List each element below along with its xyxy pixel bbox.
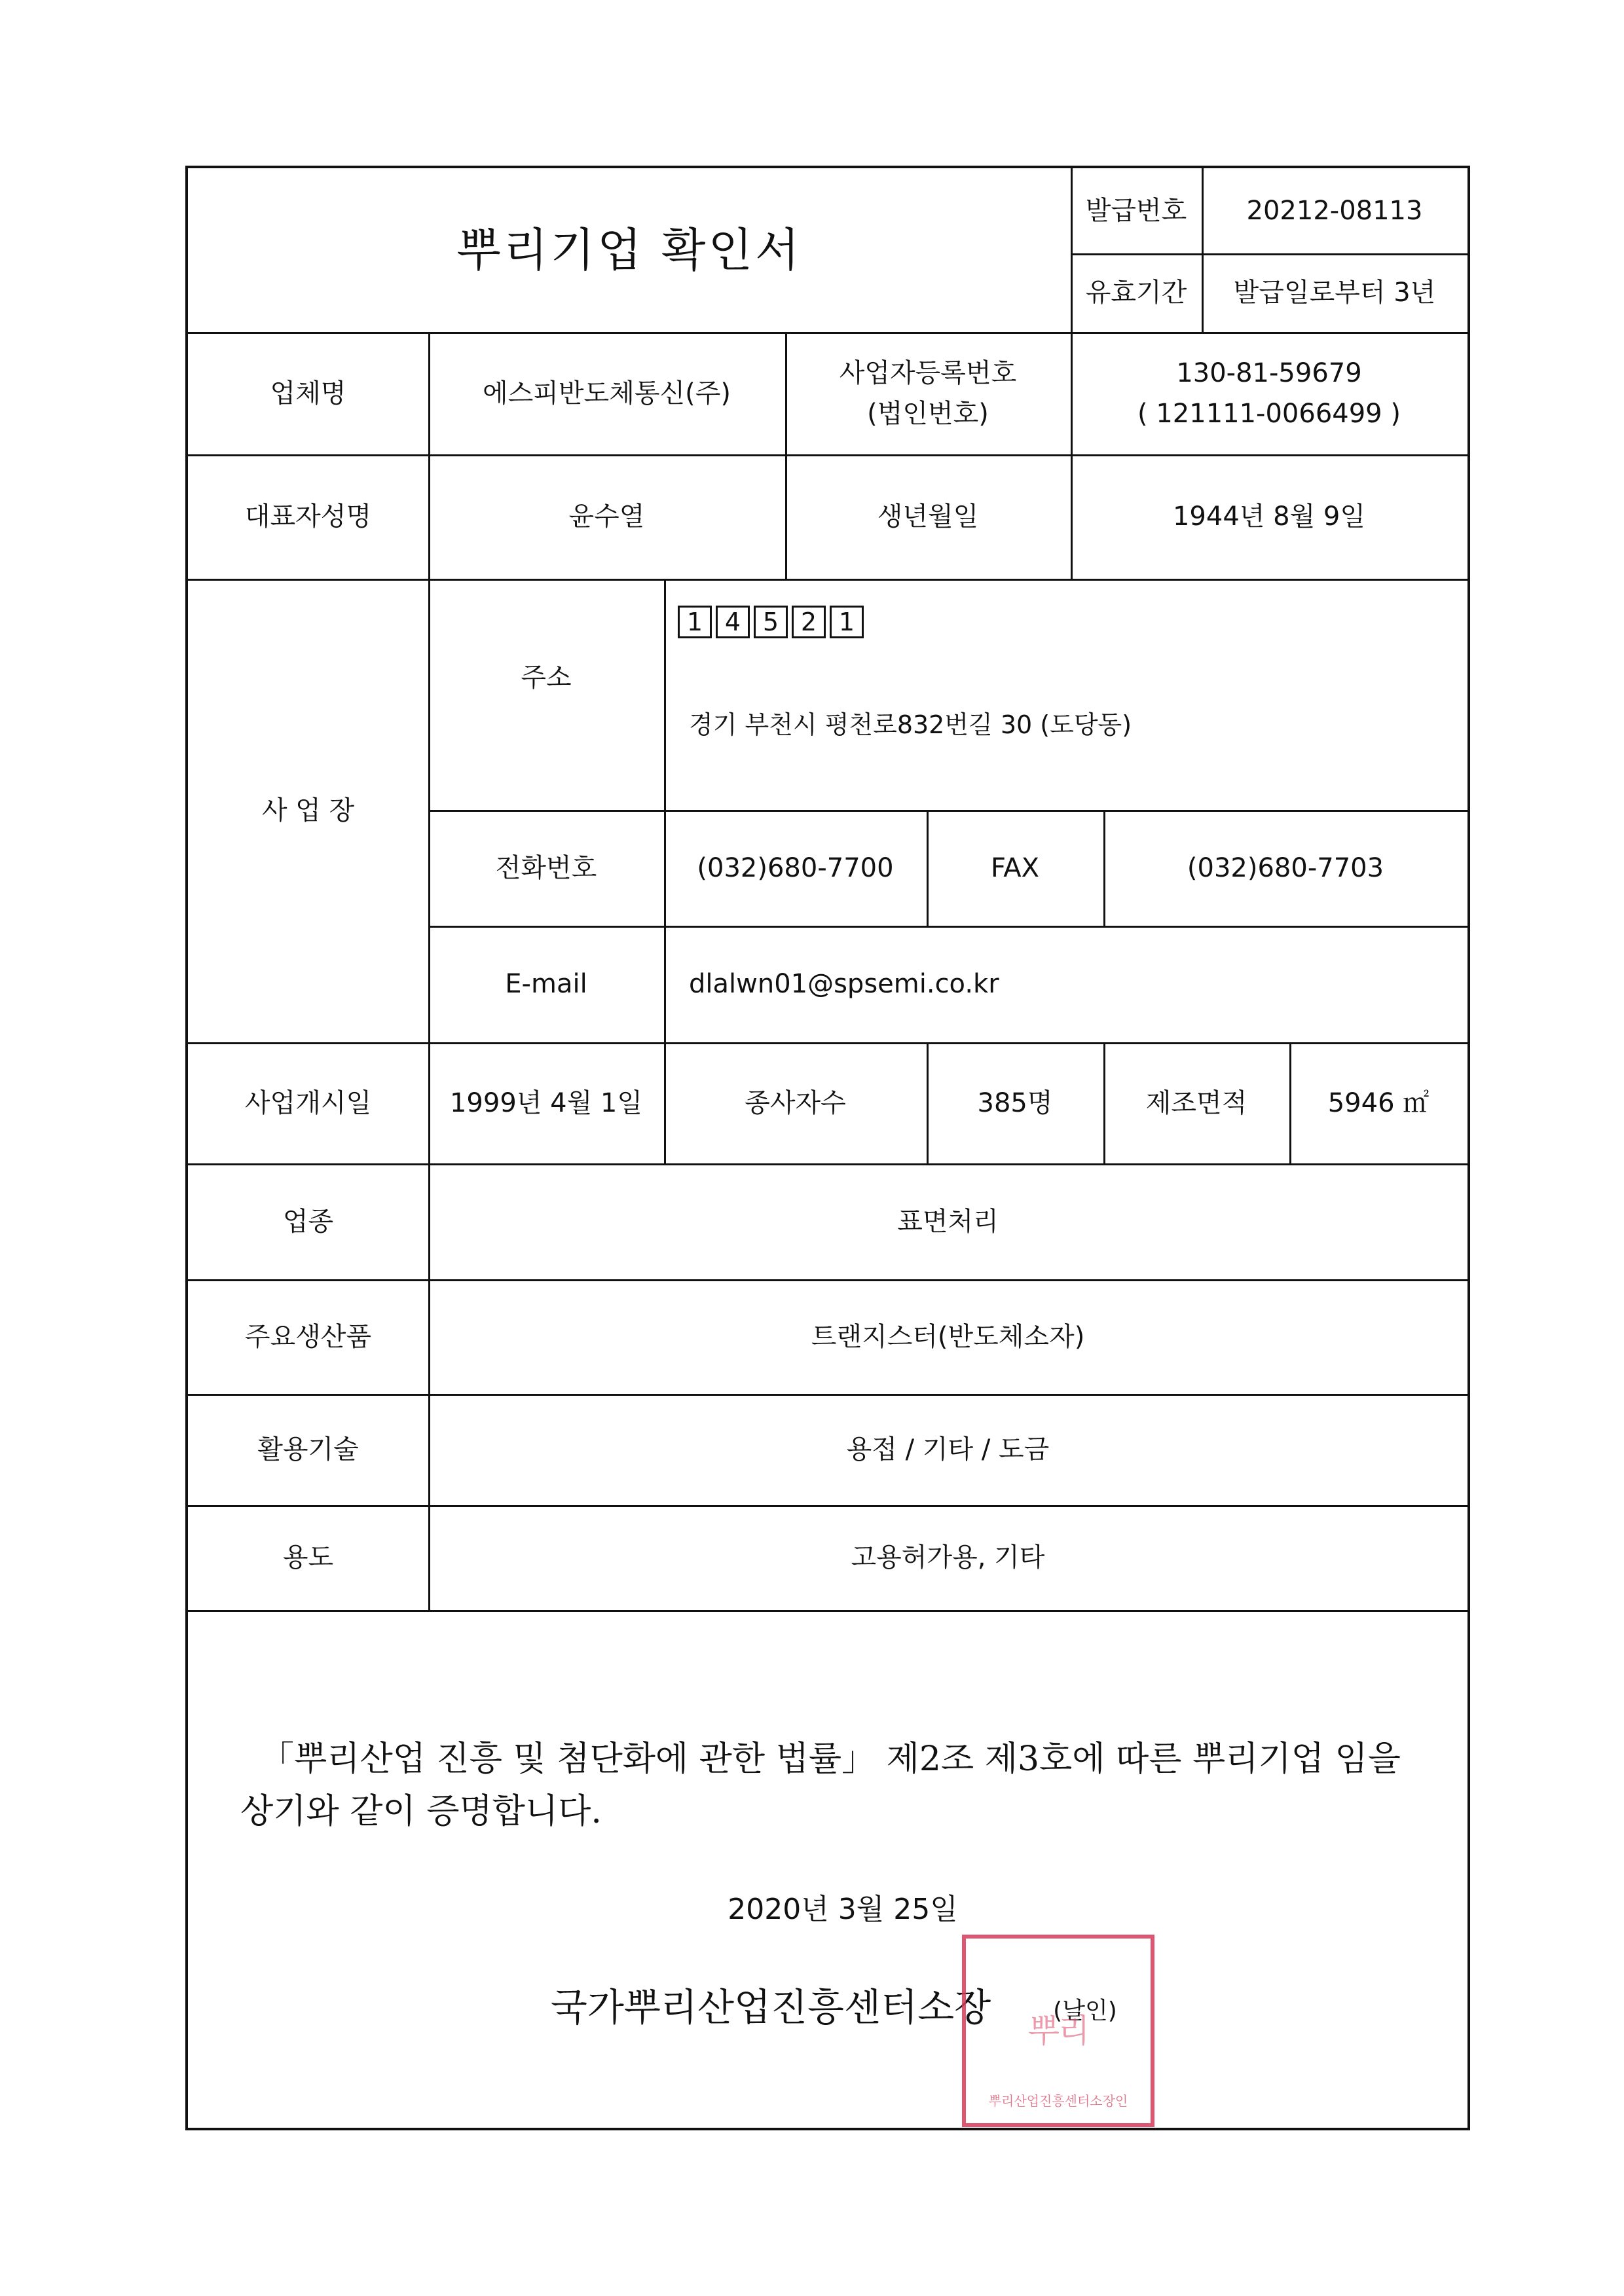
business-start-label: 사업개시일 bbox=[244, 1087, 372, 1118]
statement-line-1: 「뿌리산업 진흥 및 첨단화에 관한 법률」 제2조 제3호에 따른 뿌리기업 임을 bbox=[260, 1740, 1401, 1779]
technology-value: 용접 / 기타 / 도금 bbox=[846, 1434, 1050, 1465]
birth-date-value: 1944년 8월 9일 bbox=[1172, 501, 1366, 532]
phone-value: (032)680-7700 bbox=[697, 852, 894, 883]
issue-number-label: 발급번호 bbox=[1085, 196, 1187, 226]
industry-value: 표면처리 bbox=[897, 1206, 999, 1237]
company-name-label: 업체명 bbox=[270, 378, 346, 409]
manufacturing-area-label: 제조면적 bbox=[1145, 1087, 1247, 1118]
representative-label: 대표자성명 bbox=[244, 501, 372, 532]
fax-value: (032)680-7703 bbox=[1187, 852, 1384, 883]
statement-line-2: 상기와 같이 증명합니다. bbox=[240, 1792, 602, 1831]
postal-code-digit: 2 bbox=[792, 606, 826, 638]
main-products-value: 트랜지스터(반도체소자) bbox=[811, 1321, 1085, 1352]
validity-label: 유효기간 bbox=[1085, 278, 1187, 308]
certificate-document bbox=[185, 166, 1470, 2130]
registration-number-value bbox=[1071, 332, 1467, 454]
postal-code-digit: 1 bbox=[678, 606, 712, 638]
postal-code-boxes bbox=[678, 606, 868, 638]
employees-value: 385명 bbox=[977, 1087, 1053, 1118]
issuer-name: 국가뿌리산업진흥센터소장 bbox=[550, 1985, 991, 2030]
employees-label: 종사자수 bbox=[745, 1087, 846, 1118]
manufacturing-area-value: 5946 ㎡ bbox=[1327, 1087, 1430, 1118]
email-value: dlalwn01@spsemi.co.kr bbox=[689, 969, 999, 999]
registration-number-label-line2: (법인번호) bbox=[867, 398, 989, 429]
usage-label: 용도 bbox=[282, 1542, 334, 1573]
address-value: 경기 부천시 평천로832번길 30 (도당동) bbox=[689, 710, 1132, 739]
usage-value: 고용허가용, 기타 bbox=[851, 1542, 1045, 1573]
svg-text:뿌리: 뿌리 bbox=[1027, 2012, 1089, 2050]
company-name-value: 에스피반도체통신(주) bbox=[483, 378, 731, 409]
registration-number-label bbox=[785, 332, 1071, 454]
email-label: E-mail bbox=[505, 969, 587, 999]
issue-number-value: 20212-08113 bbox=[1246, 196, 1423, 226]
address-label: 주소 bbox=[521, 663, 572, 693]
registration-number-label-line1: 사업자등록번호 bbox=[839, 357, 1017, 388]
business-registration-number: 130-81-59679 bbox=[1176, 357, 1362, 388]
postal-code-digit: 4 bbox=[716, 606, 750, 638]
svg-text:뿌리산업진흥센터소장인: 뿌리산업진흥센터소장인 bbox=[988, 2093, 1128, 2109]
business-site-label: 사 업 장 bbox=[261, 795, 355, 826]
postal-code-digit: 1 bbox=[830, 606, 864, 638]
technology-label: 활용기술 bbox=[257, 1434, 359, 1465]
representative-value: 윤수열 bbox=[568, 501, 645, 532]
birth-date-label: 생년월일 bbox=[877, 501, 979, 532]
fax-label: FAX bbox=[990, 852, 1040, 883]
issue-date: 2020년 3월 25일 bbox=[728, 1892, 958, 1926]
main-products-label: 주요생산품 bbox=[244, 1321, 372, 1352]
business-start-value: 1999년 4월 1일 bbox=[449, 1087, 643, 1118]
phone-label: 전화번호 bbox=[495, 852, 597, 883]
validity-value: 발급일로부터 3년 bbox=[1233, 278, 1436, 308]
document-title: 뿌리기업 확인서 bbox=[456, 223, 802, 277]
industry-label: 업종 bbox=[282, 1206, 334, 1237]
seal-label: (날인) bbox=[1053, 1997, 1117, 2025]
postal-code-digit: 5 bbox=[754, 606, 788, 638]
corporate-registration-number: ( 121111-0066499 ) bbox=[1137, 398, 1401, 429]
divider bbox=[188, 1610, 1467, 1612]
official-seal-icon bbox=[961, 1934, 1155, 2128]
